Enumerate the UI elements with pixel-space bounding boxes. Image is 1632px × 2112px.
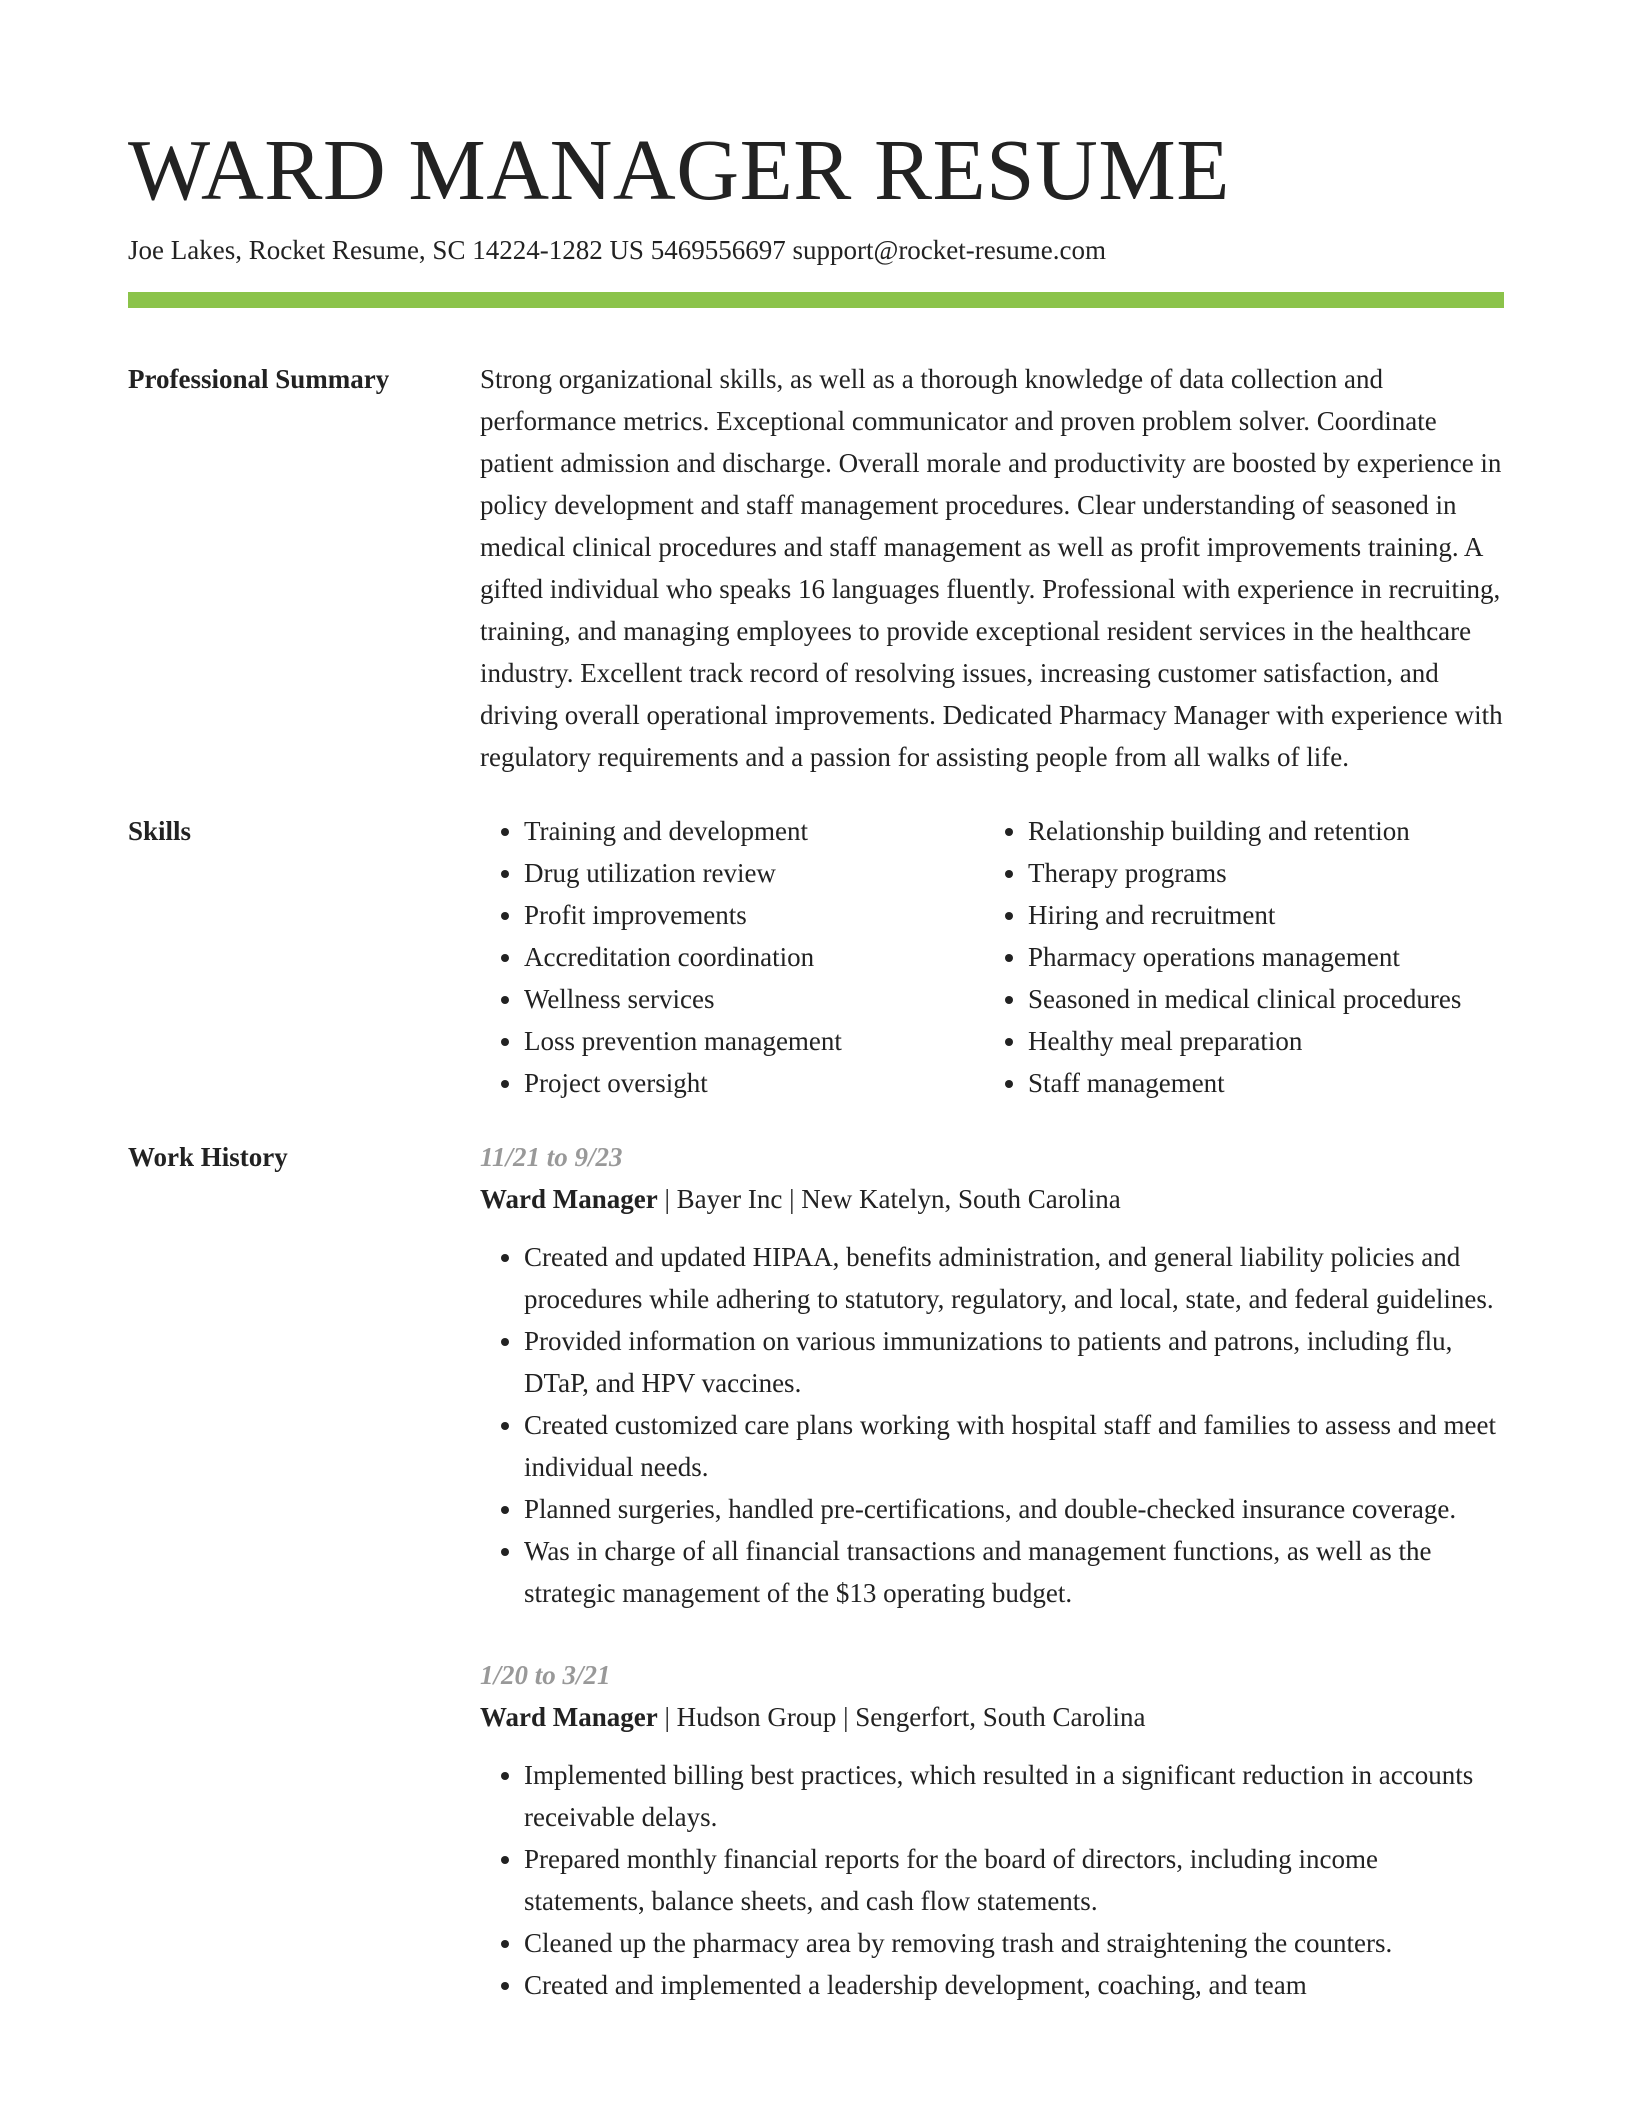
job-entry bbox=[480, 1136, 1504, 1614]
job-dates: 11/21 to 9/23 bbox=[480, 1142, 623, 1172]
job-bullet: • Planned surgeries, handled pre-certifications, and double-checked insurance coverage. bbox=[524, 1488, 1504, 1530]
job-bullet: • Implemented billing best practices, which resulted in a significant reduction in accounts receivable delays. bbox=[524, 1754, 1504, 1838]
skill-item: • Wellness services bbox=[524, 978, 984, 1020]
skill-item: • Seasoned in medical clinical procedures bbox=[1028, 978, 1488, 1020]
job-entry bbox=[480, 1654, 1504, 2006]
skill-item: • Therapy programs bbox=[1028, 852, 1488, 894]
skills-section bbox=[128, 810, 1504, 1104]
resume-page bbox=[128, 0, 1504, 2006]
job-title: Ward Manager bbox=[480, 1702, 658, 1732]
section-label-work-history: Work History bbox=[128, 1142, 288, 1172]
job-bullet: • Provided information on various immunizations to patients and patrons, including flu, DTaP, and HPV vaccines. bbox=[524, 1320, 1504, 1404]
job-title: Ward Manager bbox=[480, 1184, 658, 1214]
work-history-section bbox=[128, 1136, 1504, 2006]
skill-item: • Relationship building and retention bbox=[1028, 810, 1488, 852]
skill-item: • Hiring and recruitment bbox=[1028, 894, 1488, 936]
job-bullet: • Created customized care plans working with hospital staff and families to assess and meet individual needs. bbox=[524, 1404, 1504, 1488]
job-dates: 1/20 to 3/21 bbox=[480, 1660, 611, 1690]
skill-item: • Project oversight bbox=[524, 1062, 984, 1104]
skill-item: • Healthy meal preparation bbox=[1028, 1020, 1488, 1062]
work-history-list bbox=[480, 1136, 1504, 2006]
job-employer-location: | Hudson Group | Sengerfort, South Carolina bbox=[657, 1702, 1146, 1732]
skills-column-right bbox=[984, 810, 1488, 1104]
skill-item: • Pharmacy operations management bbox=[1028, 936, 1488, 978]
job-heading bbox=[480, 1696, 1504, 1738]
job-bullet: • Created and updated HIPAA, benefits administration, and general liability policies and procedures while adhering to statutory, regulatory, and local, state, and federal guidelines. bbox=[524, 1236, 1504, 1320]
section-label-summary: Professional Summary bbox=[128, 364, 390, 394]
job-employer-location: | Bayer Inc | New Katelyn, South Carolina bbox=[657, 1184, 1121, 1214]
skill-item: • Profit improvements bbox=[524, 894, 984, 936]
job-bullets bbox=[480, 1754, 1504, 2006]
skill-item: • Drug utilization review bbox=[524, 852, 984, 894]
job-bullets bbox=[480, 1236, 1504, 1614]
contact-line: Joe Lakes, Rocket Resume, SC 14224-1282 US 5469556697 support@rocket-resume.com bbox=[128, 235, 1106, 265]
job-bullet: • Prepared monthly financial reports for the board of directors, including income statements, balance sheets, and cash flow statements. bbox=[524, 1838, 1504, 1922]
resume-title: WARD MANAGER RESUME bbox=[128, 121, 1230, 218]
skills-column-left bbox=[480, 810, 984, 1104]
job-bullet: • Cleaned up the pharmacy area by removing trash and straightening the counters. bbox=[524, 1922, 1504, 1964]
skill-item: • Training and development bbox=[524, 810, 984, 852]
skill-item: • Accreditation coordination bbox=[524, 936, 984, 978]
professional-summary-section bbox=[128, 358, 1504, 778]
skills-list bbox=[480, 810, 1504, 1104]
job-heading bbox=[480, 1178, 1504, 1220]
job-bullet: • Created and implemented a leadership development, coaching, and team bbox=[524, 1964, 1504, 2006]
skill-item: • Loss prevention management bbox=[524, 1020, 984, 1062]
accent-divider bbox=[128, 292, 1504, 308]
summary-text: Strong organizational skills, as well as a thorough knowledge of data collection and performance metrics. Exceptional communicator and proven problem solver. Coordinate patient admission and discharge. Overall morale and productivity are boosted by experience in policy development and staff management procedures. Clear understanding of seasoned in medical clinical procedures and staff management as well as profit improvements training. A gifted individual who speaks 16 languages fluently. Professional with experience in recruiting, training, and managing employees to provide exceptional resident services in the healthcare industry. Excellent track record of resolving issues, increasing customer satisfaction, and driving overall operational improvements. Dedicated Pharmacy Manager with experience with regulatory requirements and a passion for assisting people from all walks of life. bbox=[480, 364, 1503, 772]
section-label-skills: Skills bbox=[128, 816, 192, 846]
skill-item: • Staff management bbox=[1028, 1062, 1488, 1104]
job-bullet: • Was in charge of all financial transactions and management functions, as well as the strategic management of the $13 operating budget. bbox=[524, 1530, 1504, 1614]
